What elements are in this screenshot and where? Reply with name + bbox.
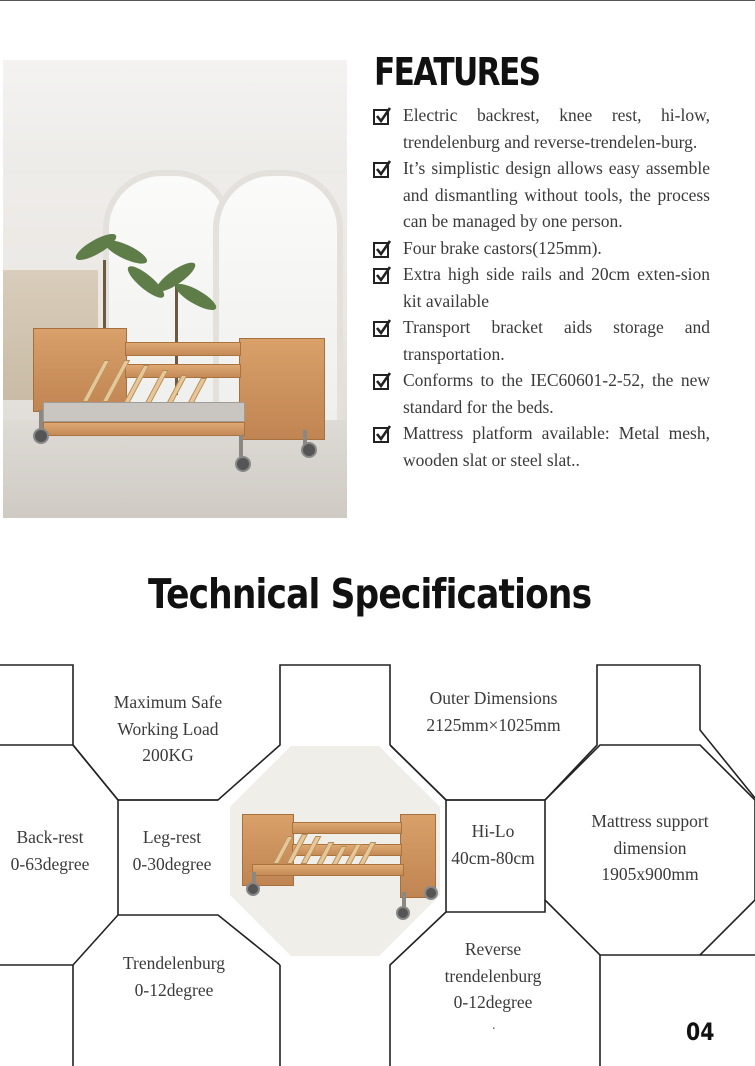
spec-max-load: Maximum Safe Working Load 200KG (113, 692, 223, 765)
spec-hilo: Hi-Lo 40cm-80cm (451, 821, 535, 868)
page-number: 04 (686, 1018, 715, 1046)
spec-bed-photo (230, 746, 440, 956)
spec-legrest: Leg-rest 0-30degree (132, 827, 212, 874)
feature-text: Transport bracket aids storage and transportation. (403, 317, 710, 364)
feature-text: Mattress platform available: Metal mesh, wooden slat or steel slat.. (403, 423, 710, 470)
feature-text: Four brake castors(125mm). (403, 237, 602, 258)
spec-trendelenburg: Trendelenburg 0-12degree (122, 953, 226, 1000)
feature-text: It’s simplistic design allows easy assemble and dismantling without tools, the process can be managed by one person. (403, 158, 710, 231)
stray-dot: . (492, 1018, 496, 1033)
feature-text: Electric backrest, knee rest, hi-low, trendelenburg and reverse-trendelen-burg. (403, 105, 710, 152)
feature-text: Extra high side rails and 20cm exten-sion kit available (403, 264, 710, 311)
spec-reverse-trendelenburg: Reverse trendelenburg 0-12degree (444, 939, 542, 1012)
spec-outer-dimensions: Outer Dimensions 2125mm×1025mm (426, 688, 561, 735)
spec-backrest: Back-rest 0-63degree (10, 827, 90, 874)
features-title: FEATURES (374, 50, 540, 94)
feature-text: Conforms to the IEC60601-2-52, the new standard for the beds. (403, 370, 710, 417)
spec-title: Technical Specifications (148, 570, 592, 618)
spec-mattress-support: Mattress support dimension 1905x900mm (591, 811, 709, 884)
